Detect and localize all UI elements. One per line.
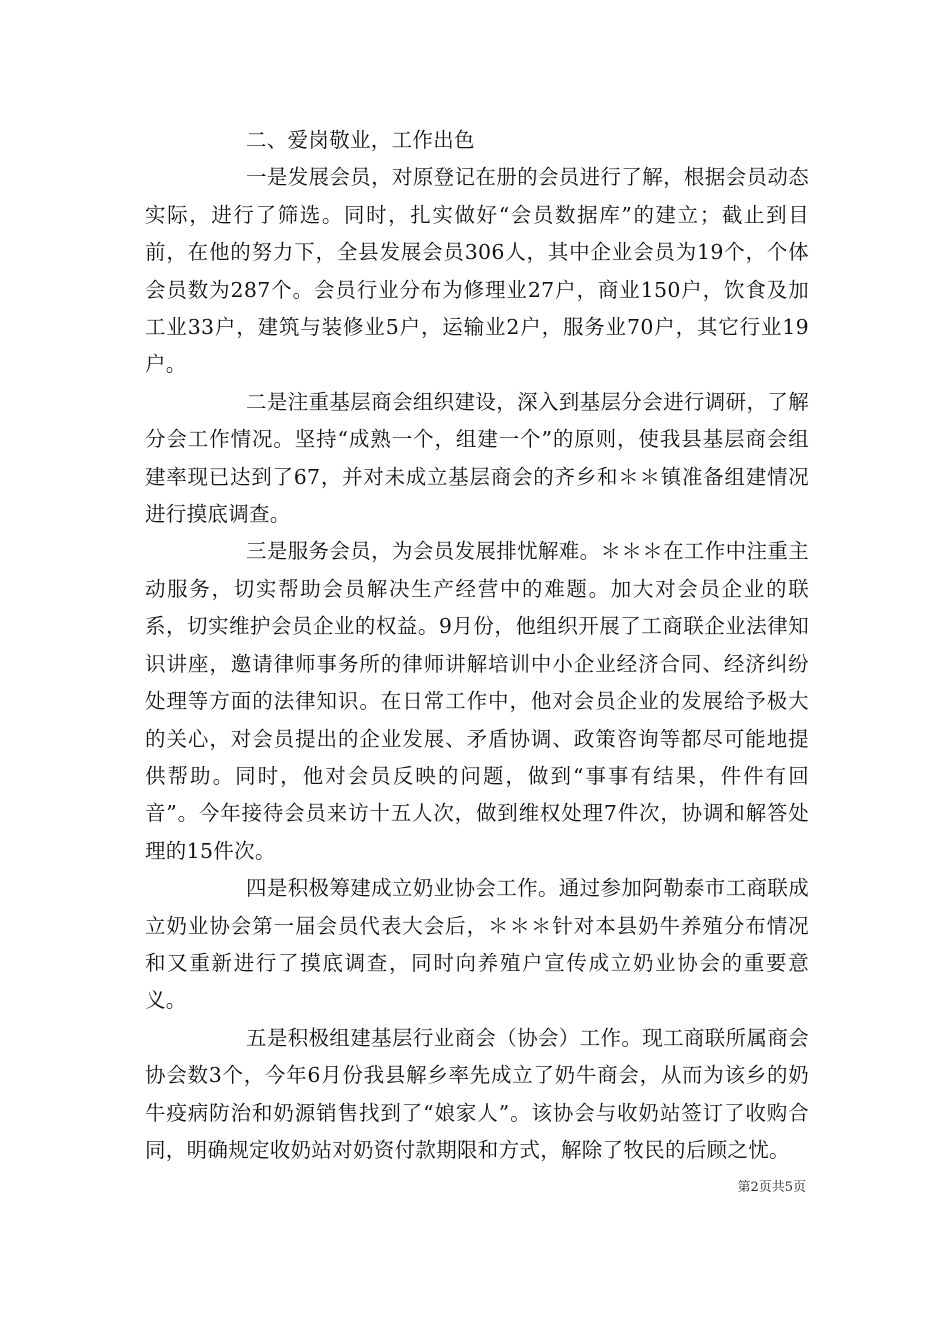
page-number: 第2页共5页 [737, 1180, 806, 1195]
paragraph-member-services: 三是服务会员，为会员发展排忧解难。＊＊＊在工作中注重主动服务，切实帮助会员解决生产经营中的难题。加大对会员企业的联系，切实维护会员企业的权益。9月份，他组织开展了工商联企业法律知识讲座，邀请律师事务所的律师讲解培训中小企业经济合同、经济纠纷处理等方面的法律知识。在日常工作中，他对会员企业的发展给予极大的关心，对会员提出的企业发展、矛盾协调、政策咨询等都尽可能地提供帮助。同时，他对会员反映的问题，做到“事事有结果，件件有回音”。今年接待会员来访十五人次，做到维权处理7件次，协调和解答处理的15件次。 [145, 539, 809, 863]
paragraph-industry-chamber: 五是积极组建基层行业商会（协会）工作。现工商联所属商会协会数3个，今年6月份我县解乡率先成立了奶牛商会，从而为该乡的奶牛疫病防治和奶源销售找到了“娘家人”。该协会与收奶站签订了收购合同，明确规定收奶站对奶资付款期限和方式，解除了牧民的后顾之忧。 [145, 1025, 809, 1162]
paragraph-grassroots-chamber: 二是注重基层商会组织建设，深入到基层分会进行调研，了解分会工作情况。坚持“成熟一个，组建一个”的原则，使我县基层商会组建率现已达到了67，并对未成立基层商会的齐乡和＊＊镇准备组建情况进行摸底调查。 [145, 389, 809, 527]
document-body [145, 122, 809, 1169]
paragraph-dairy-association: 四是积极筹建成立奶业协会工作。通过参加阿勒泰市工商联成立奶业协会第一届会员代表大会后，＊＊＊针对本县奶牛养殖分布情况和又重新进行了摸底调查，同时向养殖户宣传成立奶业协会的重要意义。 [145, 876, 809, 1013]
section-heading: 二、爱岗敬业，工作出色 [246, 128, 475, 152]
paragraph-member-development: 一是发展会员，对原登记在册的会员进行了解，根据会员动态实际，进行了筛选。同时，扎实做好“会员数据库”的建立；截止到目前，在他的努力下，全县发展会员306人，其中企业会员为19个，个体会员数为287个。会员行业分布为修理业27户，商业150户，饮食及加工业33户，建筑与装修业5户，运输业2户，服务业70户，其它行业19户。 [145, 165, 809, 377]
